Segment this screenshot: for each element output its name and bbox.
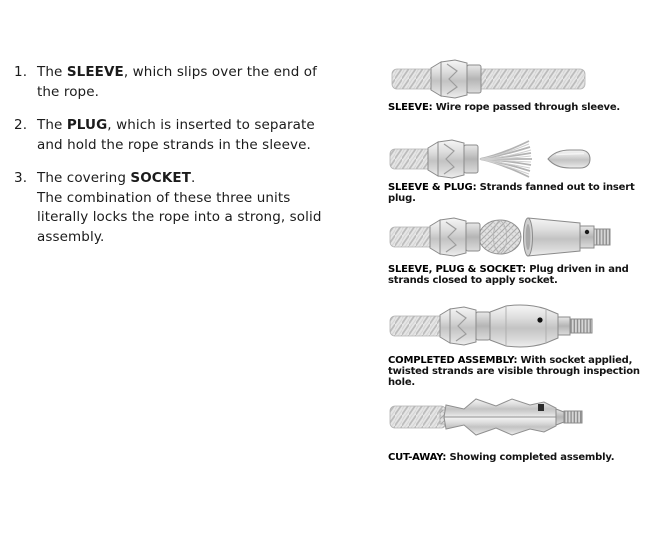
- caption-label: SLEEVE & PLUG:: [388, 182, 477, 193]
- list-text: [37, 116, 337, 155]
- socket-body: [490, 305, 558, 347]
- plug: [548, 150, 590, 168]
- list-number: 1.: [14, 64, 28, 80]
- socket-neck: [558, 317, 570, 335]
- caption-label: SLEEVE, PLUG & SOCKET:: [388, 264, 526, 275]
- caption-label: CUT-AWAY:: [388, 452, 447, 463]
- instruction-list: [14, 63, 348, 261]
- text-segment: The: [37, 117, 67, 133]
- list-item: [14, 116, 348, 155]
- inspection-hole: [537, 317, 542, 322]
- fanned-strands-plug-illustration: [388, 137, 604, 181]
- text-segment: , which is inserted to separate and hold the rope strands in the sleeve.: [37, 117, 315, 153]
- wire-rope: [390, 227, 434, 247]
- wire-rope: [390, 149, 432, 169]
- figure-caption: [388, 452, 646, 463]
- completed-assembly-illustration: [388, 302, 604, 350]
- caption-label: COMPLETED ASSEMBLY:: [388, 355, 518, 366]
- text-segment: , which slips over the end of the rope.: [37, 64, 317, 100]
- figure-caption: [388, 264, 646, 286]
- text-segment: The covering: [37, 170, 131, 186]
- caption-text: Strands fanned out to insert plug.: [388, 182, 635, 204]
- wire-rope: [390, 406, 446, 428]
- figure-caption: [388, 182, 646, 204]
- socket-tail: [556, 409, 564, 425]
- figure-caption: [388, 355, 646, 388]
- cutaway-illustration: [388, 393, 600, 441]
- wire-rope: [392, 69, 585, 89]
- figure-sleeve-plug: [388, 137, 646, 204]
- rope-through-sleeve-illustration: [388, 57, 598, 101]
- keyword: SLEEVE: [66, 64, 124, 80]
- closed-strands-bulb: [479, 220, 521, 254]
- text-segment: .: [191, 170, 196, 186]
- caption-text: Plug driven in and strands closed to apply socket.: [388, 264, 629, 286]
- list-text: [37, 169, 337, 247]
- threaded-end: [570, 319, 592, 333]
- figure-completed-assembly: [388, 302, 646, 388]
- caption-text: With socket applied, twisted strands are visible through inspection hole.: [388, 355, 640, 388]
- caption-text: Wire rope passed through sleeve.: [435, 102, 621, 113]
- threaded-end: [564, 411, 582, 423]
- figure-sleeve-plug-socket: [388, 213, 646, 286]
- cut-notch: [538, 404, 544, 411]
- caption-text: Showing completed assembly.: [449, 452, 615, 463]
- list-item: [14, 63, 348, 102]
- sleeve-fitting: [431, 60, 481, 98]
- caption-label: SLEEVE:: [388, 102, 433, 113]
- sleeve-fitting: [430, 218, 480, 256]
- wire-rope: [390, 316, 444, 336]
- list-number: 2.: [14, 117, 28, 133]
- inspection-hole: [585, 230, 589, 234]
- figure-sleeve: [388, 57, 646, 113]
- sleeve-fitting: [428, 140, 478, 178]
- threaded-end: [594, 229, 610, 245]
- keyword: PLUG: [66, 117, 108, 133]
- figure-cutaway: [388, 393, 646, 463]
- list-item: [14, 169, 348, 247]
- socket-neck: [580, 226, 594, 248]
- figure-caption: [388, 102, 646, 113]
- keyword: SOCKET: [130, 170, 192, 186]
- socket-body: [528, 218, 580, 256]
- list-number: 3.: [14, 170, 28, 186]
- text-continuation: The combination of these three units literally locks the rope into a strong, solid assembly.: [37, 189, 322, 245]
- plug-highlight: [556, 154, 584, 155]
- list-text: [37, 63, 337, 102]
- closed-strands-socket-illustration: [388, 213, 618, 259]
- text-segment: The: [37, 64, 67, 80]
- sleeve-fitting: [440, 307, 490, 345]
- cut-shell-bottom: [444, 417, 556, 435]
- socket-opening-inner: [526, 224, 531, 250]
